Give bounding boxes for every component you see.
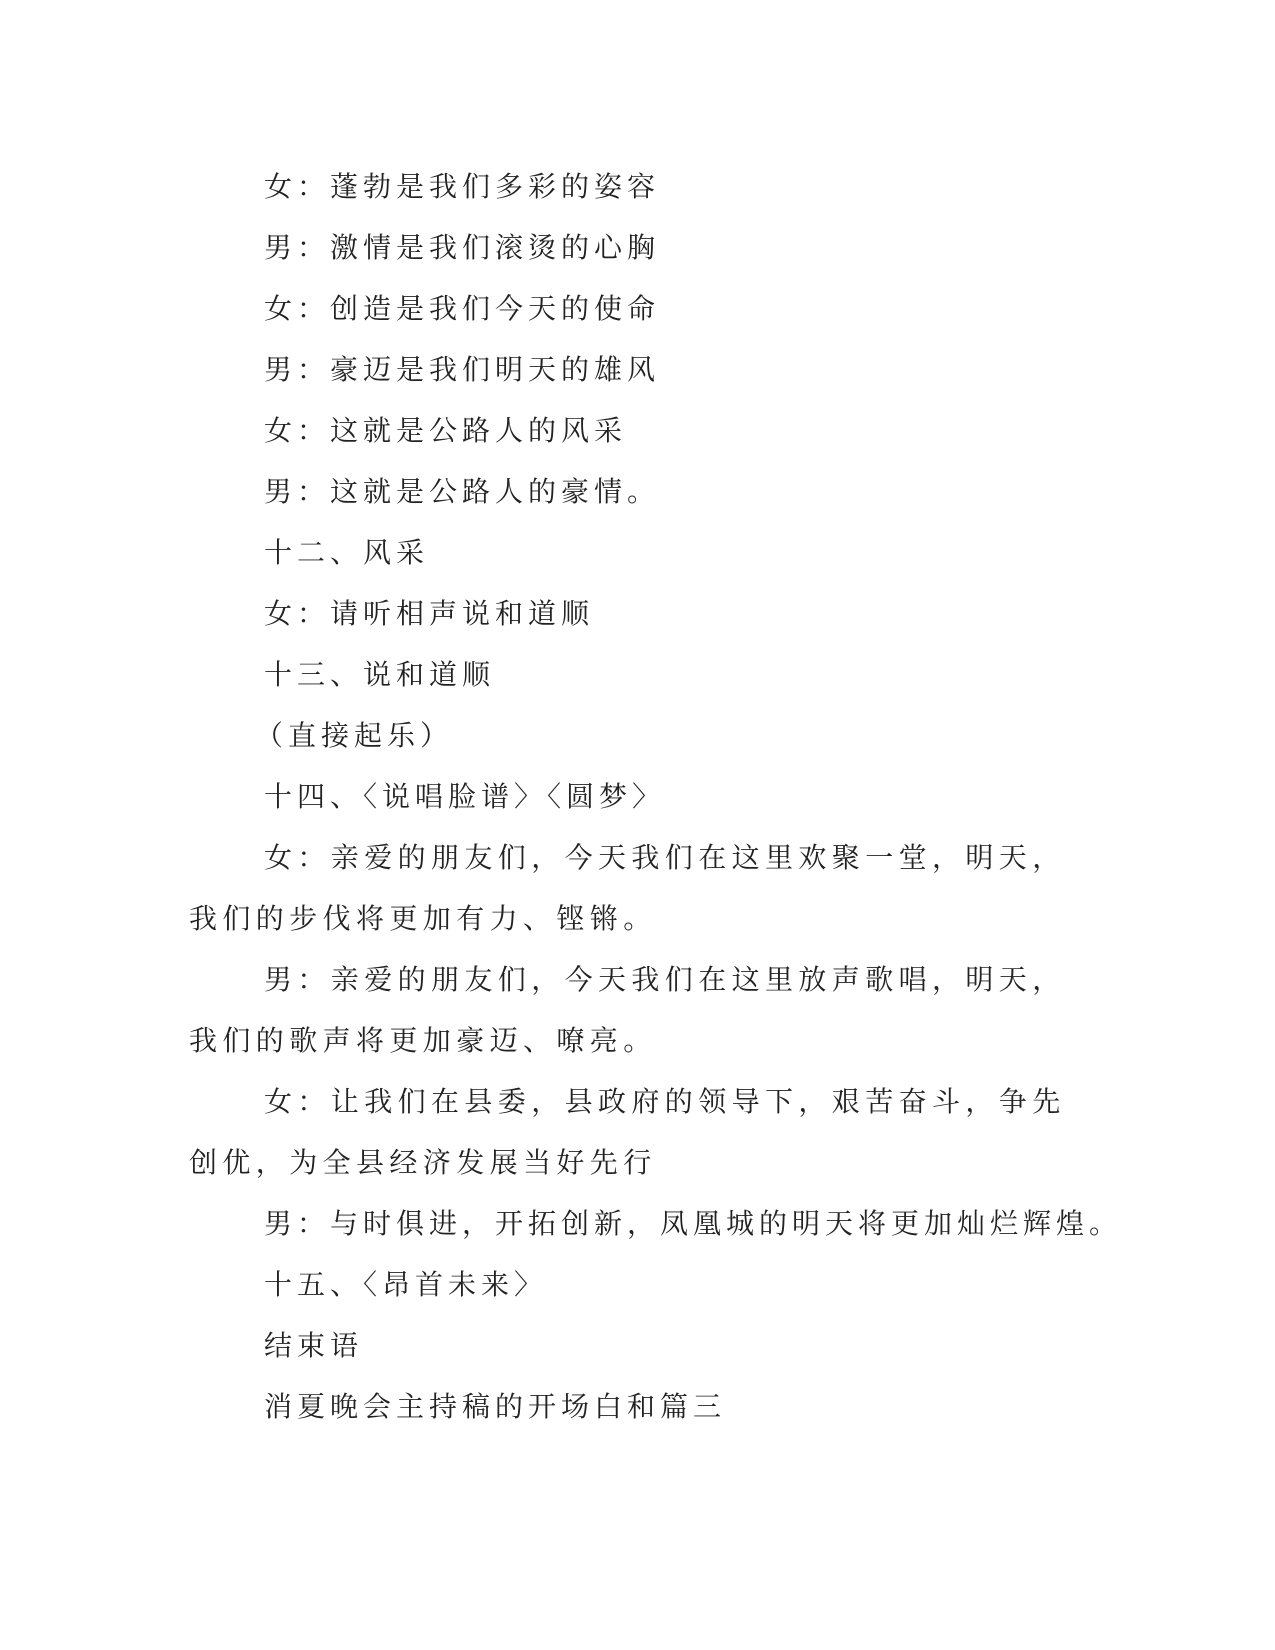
- section-heading: 十二、风采: [264, 536, 430, 569]
- dialogue-line: 女：蓬勃是我们多彩的姿容: [264, 170, 661, 203]
- section-heading: 消夏晚会主持稿的开场白和篇三: [264, 1390, 727, 1423]
- stage-direction: （直接起乐）: [255, 719, 454, 752]
- dialogue-paragraph: 女：亲爱的朋友们，今天我们在这里欢聚一堂，明天，我们的步伐将更加有力、铿锵。: [189, 841, 1066, 935]
- document-body: [189, 156, 1123, 1437]
- dialogue-line: 女：这就是公路人的风采: [264, 414, 628, 447]
- dialogue-line: 男：激情是我们滚烫的心胸: [264, 231, 661, 264]
- section-heading: 十四、〈说唱脸谱〉〈圆梦〉: [264, 780, 666, 813]
- dialogue-line: 女：创造是我们今天的使命: [264, 292, 661, 325]
- dialogue-line: 男：豪迈是我们明天的雄风: [264, 353, 661, 386]
- dialogue-paragraph: 男：亲爱的朋友们，今天我们在这里放声歌唱，明天，我们的歌声将更加豪迈、嘹亮。: [189, 963, 1066, 1057]
- dialogue-line: 女：请听相声说和道顺: [264, 597, 595, 630]
- dialogue-paragraph: 女：让我们在县委，县政府的领导下，艰苦奋斗，争先创优，为全县经济发展当好先行: [189, 1085, 1066, 1179]
- dialogue-line: 男：这就是公路人的豪情。: [264, 475, 661, 508]
- section-heading: 十五、〈昂首未来〉: [264, 1268, 548, 1301]
- section-heading: 十三、说和道顺: [264, 658, 496, 691]
- dialogue-line: 男：与时俱进，开拓创新，凤凰城的明天将更加灿烂辉煌。: [264, 1207, 1123, 1240]
- section-heading: 结束语: [264, 1329, 364, 1362]
